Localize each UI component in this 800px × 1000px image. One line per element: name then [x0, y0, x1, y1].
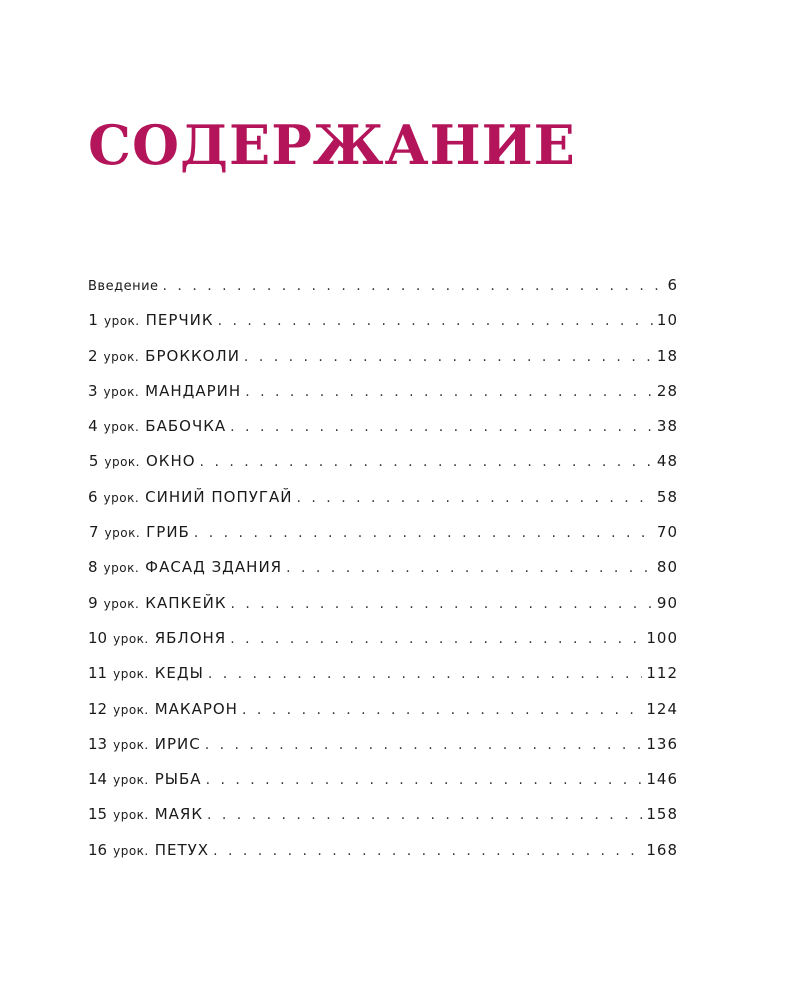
toc-page-number: 58 — [656, 487, 678, 506]
lesson-title: ОКНО — [146, 452, 196, 471]
toc-page-number: 90 — [656, 593, 678, 612]
dot-leader — [163, 278, 664, 294]
lesson-word: урок. — [104, 526, 141, 541]
lesson-number: 16 — [88, 840, 108, 859]
toc-entry-lesson[interactable] — [88, 629, 678, 664]
toc-page-number: 136 — [646, 734, 678, 753]
lesson-number: 9 — [88, 593, 98, 612]
lesson-title: РЫБА — [154, 770, 202, 789]
lesson-title: КЕДЫ — [154, 664, 204, 683]
lesson-number: 10 — [88, 628, 108, 647]
lesson-word: урок. — [103, 314, 140, 329]
dot-leader — [207, 807, 642, 823]
dot-leader — [205, 737, 643, 753]
toc-page-number: 112 — [646, 664, 678, 683]
dot-leader — [242, 702, 642, 718]
toc-page-number: 158 — [646, 805, 678, 824]
toc-page-number: 38 — [656, 417, 678, 436]
toc-page-number: 124 — [646, 699, 678, 718]
lesson-number: 1 — [88, 311, 98, 330]
toc-entry-intro[interactable] — [88, 276, 678, 311]
lesson-title: ПЕРЧИК — [145, 311, 214, 330]
toc-page-number: 6 — [667, 276, 678, 294]
dot-leader — [206, 772, 643, 788]
dot-leader — [230, 631, 642, 647]
toc-entry-lesson[interactable] — [88, 735, 678, 770]
lesson-number: 12 — [88, 699, 108, 718]
toc-entry-lesson[interactable] — [88, 523, 678, 558]
dot-leader — [208, 666, 643, 682]
dot-leader — [218, 313, 653, 329]
toc-page-number: 28 — [656, 381, 678, 400]
lesson-number: 11 — [88, 664, 108, 683]
lesson-word: урок. — [113, 631, 149, 646]
lesson-word: урок. — [113, 773, 149, 788]
page-title: СОДЕРЖАНИЕ — [88, 113, 576, 177]
lesson-number: 15 — [88, 805, 108, 824]
lesson-number: 4 — [88, 417, 98, 436]
lesson-word: урок. — [103, 490, 140, 505]
toc-entry-lesson[interactable] — [88, 700, 678, 735]
lesson-word: урок. — [113, 843, 149, 858]
lesson-title: МАНДАРИН — [145, 381, 242, 400]
lesson-word: урок. — [113, 737, 149, 752]
lesson-number: 14 — [88, 770, 108, 789]
dot-leader — [297, 490, 653, 506]
lesson-title: ПЕТУХ — [154, 840, 210, 859]
lesson-word: урок. — [113, 667, 149, 682]
toc-page-number: 48 — [656, 452, 678, 471]
toc-page-number: 18 — [656, 346, 678, 365]
lesson-number: 2 — [88, 346, 98, 365]
toc-entry-lesson[interactable] — [88, 594, 678, 629]
lesson-word: урок. — [103, 349, 140, 364]
toc-entry-lesson[interactable] — [88, 841, 678, 876]
lesson-word: урок. — [113, 808, 149, 823]
lesson-title: МАКАРОН — [154, 699, 238, 718]
lesson-word: урок. — [104, 455, 140, 470]
toc-page-number: 168 — [646, 840, 678, 859]
toc-entry-lesson[interactable] — [88, 805, 678, 840]
dot-leader — [213, 843, 642, 859]
toc-page-number: 10 — [656, 311, 678, 330]
dot-leader — [286, 560, 653, 576]
toc-entry-lesson[interactable] — [88, 347, 678, 382]
toc-page-number: 70 — [656, 523, 678, 542]
lesson-title: МАЯК — [154, 805, 203, 824]
toc-entry-lesson[interactable] — [88, 311, 678, 346]
dot-leader — [244, 349, 653, 365]
lesson-title: ИРИС — [154, 734, 201, 753]
toc-page-number: 146 — [646, 770, 678, 789]
dot-leader — [194, 525, 653, 541]
dot-leader — [200, 454, 653, 470]
table-of-contents — [88, 276, 678, 876]
lesson-title: КАПКЕЙК — [145, 593, 227, 612]
lesson-title: ФАСАД ЗДАНИЯ — [145, 558, 283, 577]
lesson-number: 5 — [88, 452, 99, 471]
toc-entry-lesson[interactable] — [88, 488, 678, 523]
toc-entry-label: Введение — [88, 279, 159, 294]
dot-leader — [230, 419, 653, 435]
lesson-title: СИНИЙ ПОПУГАЙ — [145, 487, 293, 506]
lesson-number: 6 — [88, 487, 98, 506]
lesson-title: БРОККОЛИ — [145, 346, 240, 365]
toc-entry-lesson[interactable] — [88, 770, 678, 805]
lesson-title: ЯБЛОНЯ — [154, 628, 227, 647]
toc-entry-lesson[interactable] — [88, 417, 678, 452]
toc-entry-lesson[interactable] — [88, 664, 678, 699]
toc-page-number: 80 — [656, 558, 678, 577]
toc-entry-lesson[interactable] — [88, 452, 678, 487]
lesson-title: БАБОЧКА — [145, 417, 227, 436]
lesson-word: урок. — [103, 420, 140, 435]
dot-leader — [230, 596, 652, 612]
lesson-number: 7 — [88, 523, 99, 542]
lesson-title: ГРИБ — [146, 523, 190, 542]
lesson-number: 13 — [88, 734, 108, 753]
lesson-word: урок. — [113, 702, 149, 717]
lesson-word: урок. — [103, 596, 140, 611]
dot-leader — [245, 384, 653, 400]
lesson-number: 8 — [88, 558, 98, 577]
lesson-word: урок. — [103, 561, 140, 576]
toc-page-number: 100 — [646, 628, 678, 647]
lesson-number: 3 — [88, 381, 98, 400]
toc-entry-lesson[interactable] — [88, 382, 678, 417]
toc-entry-lesson[interactable] — [88, 558, 678, 593]
lesson-word: урок. — [103, 384, 140, 399]
